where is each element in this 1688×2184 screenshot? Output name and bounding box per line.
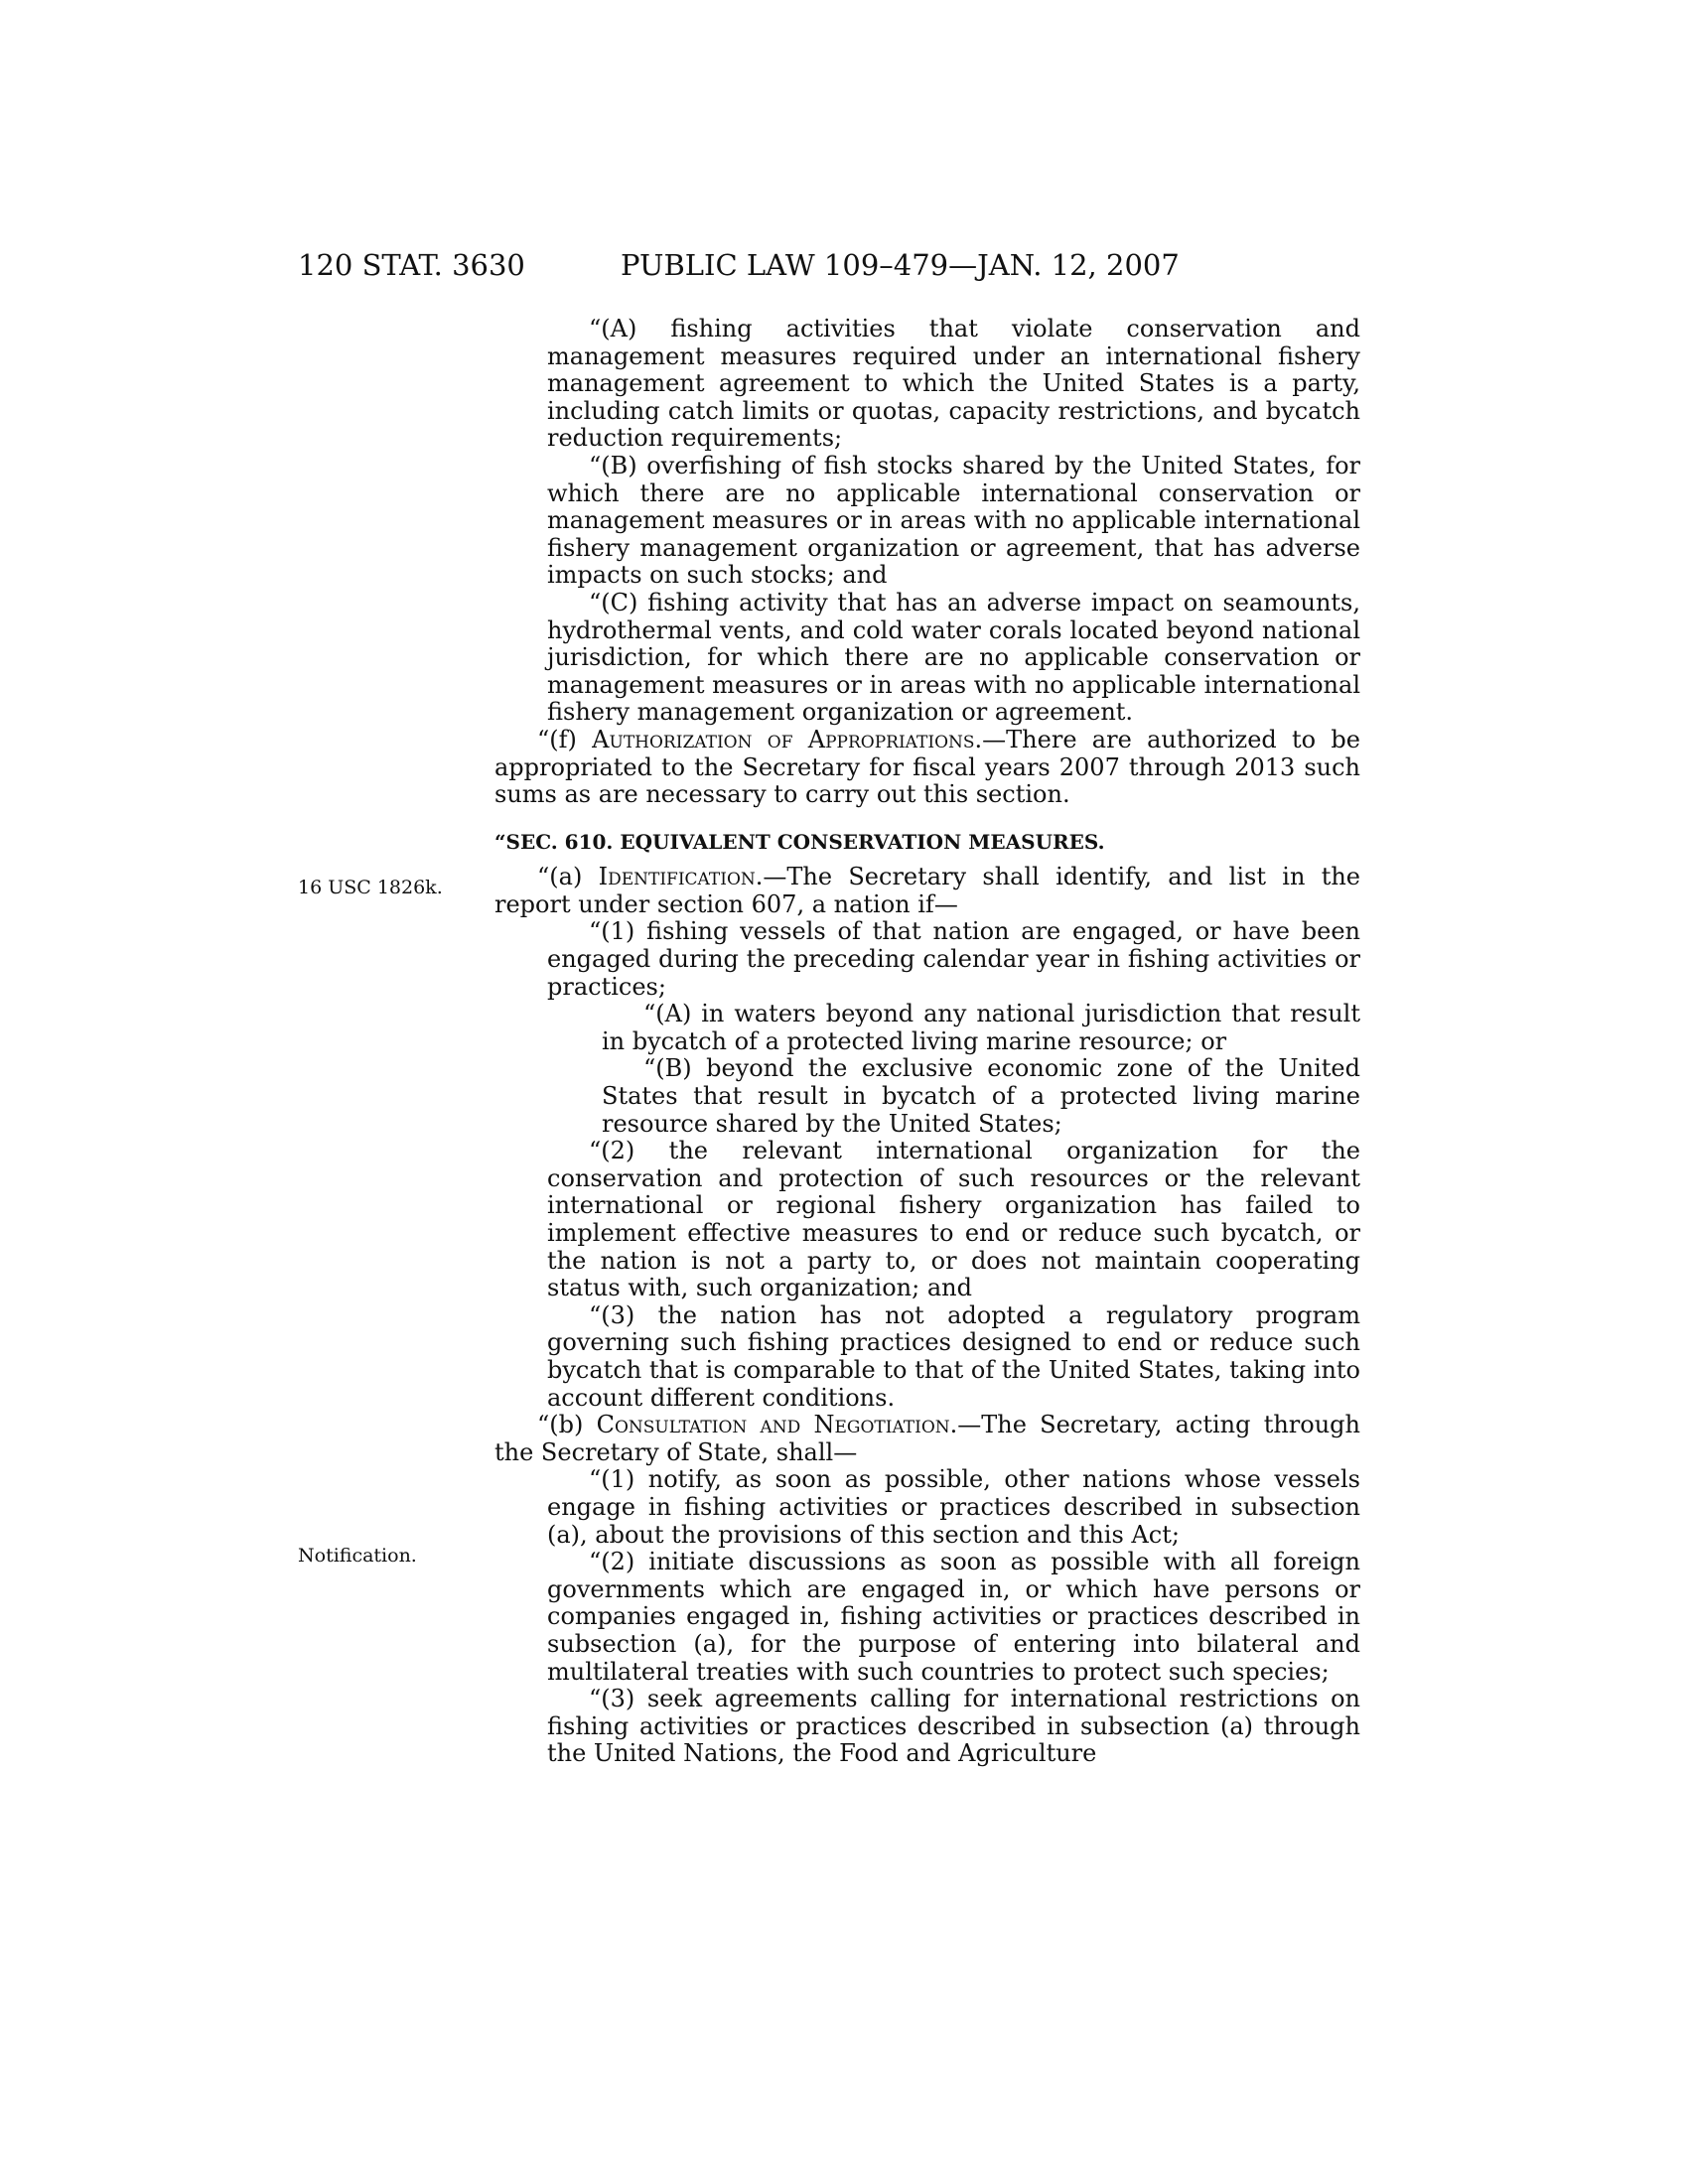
paragraph-a-heading: Identification <box>598 863 756 891</box>
paragraph-f-heading: Authorization of Appropriations <box>592 725 975 753</box>
paragraph-e-C: “(C) fishing activity that has an adverse impact on seamounts, hydrothermal vents, and cold water corals located beyond national jurisdiction, for which there are no applicable conservation or management measures or in areas with no applicable international fishery management organization or agreement. <box>547 588 1360 727</box>
margin-note-usc: 16 USC 1826k. <box>298 877 443 898</box>
paragraph-f <box>494 727 1360 809</box>
paragraph-a-2: “(2) the relevant international organization for the conservation and protection of such resources or the relevant international or regional fishery organization has failed to implement effective measures to end or reduce such bycatch, or the nation is not a party to, or does not maintain cooperating status with, such organization; and <box>547 1137 1360 1302</box>
body-text <box>494 316 1360 1768</box>
paragraph-f-text: .—There are authorized to be appropriated to the Secretary for fiscal years 2007 through 2013 such sums as are necessary to carry out this section. <box>494 725 1360 809</box>
paragraph-a-1: “(1) fishing vessels of that nation are engaged, or have been engaged during the preceding calendar year in fishing activities or practices; <box>547 917 1360 1001</box>
paragraph-b-heading: Consultation and Negotiation <box>596 1411 950 1439</box>
paragraph-e-A: “(A) fishing activities that violate conservation and management measures required under an international fishery management agreement to which the United States is a party, including catch limits or quotas, capacity restrictions, and bycatch reduction requirements; <box>547 315 1360 453</box>
paragraph-a-lead: “(a) <box>537 863 599 891</box>
page-stat-number: 120 STAT. 3630 <box>298 248 525 282</box>
paragraph-a-1-B: “(B) beyond the exclusive economic zone of the United States that result in bycatch of a protected living marine resource shared by the United States; <box>602 1054 1360 1138</box>
paragraph-a-text: .—The Secretary shall identify, and list in the report under section 607, a nation if— <box>494 863 1360 918</box>
paragraph-a <box>494 864 1360 918</box>
paragraph-b-3: “(3) seek agreements calling for international restrictions on fishing activities or practices described in subsection (a) through the United Nations, the Food and Agriculture <box>547 1685 1360 1768</box>
margin-note-notification: Notification. <box>298 1545 417 1567</box>
paragraph-b <box>494 1412 1360 1466</box>
paragraph-b-lead: “(b) <box>537 1411 597 1439</box>
running-header: PUBLIC LAW 109–479—JAN. 12, 2007 <box>621 248 1180 282</box>
paragraph-a-1-A: “(A) in waters beyond any national jurisdiction that result in bycatch of a protected living marine resource; or <box>602 1000 1360 1055</box>
paragraph-f-lead: “(f) <box>537 725 593 753</box>
paragraph-a-3: “(3) the nation has not adopted a regulatory program governing such fishing practices designed to end or reduce such bycatch that is comparable to that of the United States, taking into account different conditions. <box>547 1300 1360 1412</box>
paragraph-b-2: “(2) initiate discussions as soon as possible with all foreign governments which are engaged in, or which have persons or companies engaged in, fishing activities or practices described in subsection (a), for the purpose of entering into bilateral and multilateral treaties with such countries to protect such species; <box>547 1548 1360 1686</box>
paragraph-e-B: “(B) overfishing of fish stocks shared by the United States, for which there are no applicable international conservation or management measures or in areas with no applicable international fishery management organization or agreement, that has adverse impacts on such stocks; and <box>547 451 1360 590</box>
paragraph-b-text: .—The Secretary, acting through the Secretary of State, shall— <box>494 1411 1360 1466</box>
section-610-title: “SEC. 610. EQUIVALENT CONSERVATION MEASURES. <box>494 829 1105 854</box>
paragraph-b-1: “(1) notify, as soon as possible, other nations whose vessels engage in fishing activities or practices described in subsection (a), about the provisions of this section and this Act; <box>547 1465 1360 1549</box>
